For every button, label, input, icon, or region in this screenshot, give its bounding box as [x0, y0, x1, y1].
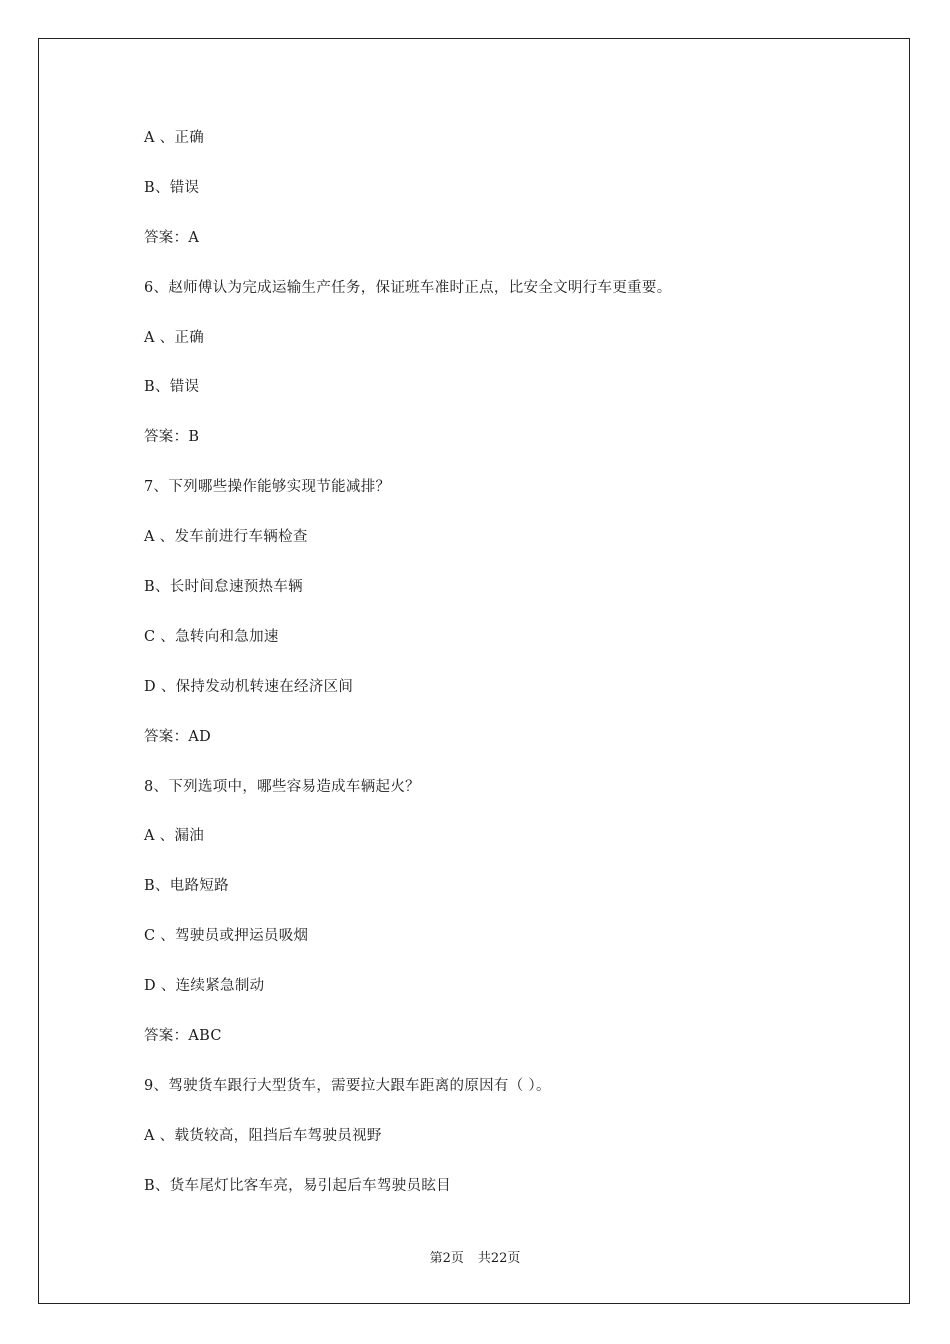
page-number: 第2页: [429, 1251, 464, 1266]
question-7: 7、下列哪些操作能够实现节能减排？: [144, 479, 391, 496]
option-d-q8: D 、连续紧急制动: [144, 978, 265, 995]
question-8: 8、下列选项中，哪些容易造成车辆起火？: [144, 778, 420, 795]
question-6: 6、赵师傅认为完成运输生产任务，保证班车准时正点，比安全文明行车更重要。: [144, 279, 672, 296]
document-body: [144, 127, 864, 1225]
option-b-q6: B、错误: [144, 379, 200, 396]
option-c-q8: C 、驾驶员或押运员吸烟: [144, 928, 309, 945]
answer-q5: 答案：A: [144, 229, 200, 246]
option-b-q8: B、电路短路: [144, 878, 229, 895]
page-total: 共22页: [477, 1251, 521, 1266]
option-d-q7: D 、保持发动机转速在经济区间: [144, 678, 354, 695]
option-b-q9: B、货车尾灯比客车亮，易引起后车驾驶员眩目: [144, 1177, 451, 1194]
option-a-q7: A 、发车前进行车辆检查: [144, 529, 308, 546]
option-c-q7: C 、急转向和急加速: [144, 628, 279, 645]
option-b-q5: B、错误: [144, 179, 200, 196]
question-9: 9、驾驶货车跟行大型货车，需要拉大跟车距离的原因有（ ）。: [144, 1077, 551, 1094]
option-a-q6: A 、正确: [144, 329, 205, 346]
option-a-q5: A 、正确: [144, 130, 205, 146]
answer-q8: 答案：ABC: [144, 1028, 222, 1045]
answer-q6: 答案：B: [144, 429, 200, 446]
option-b-q7: B、长时间怠速预热车辆: [144, 579, 303, 596]
option-a-q8: A 、漏油: [144, 828, 205, 845]
answer-q7: 答案：AD: [144, 728, 212, 745]
page-footer: [0, 1247, 950, 1266]
option-a-q9: A 、载货较高，阻挡后车驾驶员视野: [144, 1127, 382, 1144]
